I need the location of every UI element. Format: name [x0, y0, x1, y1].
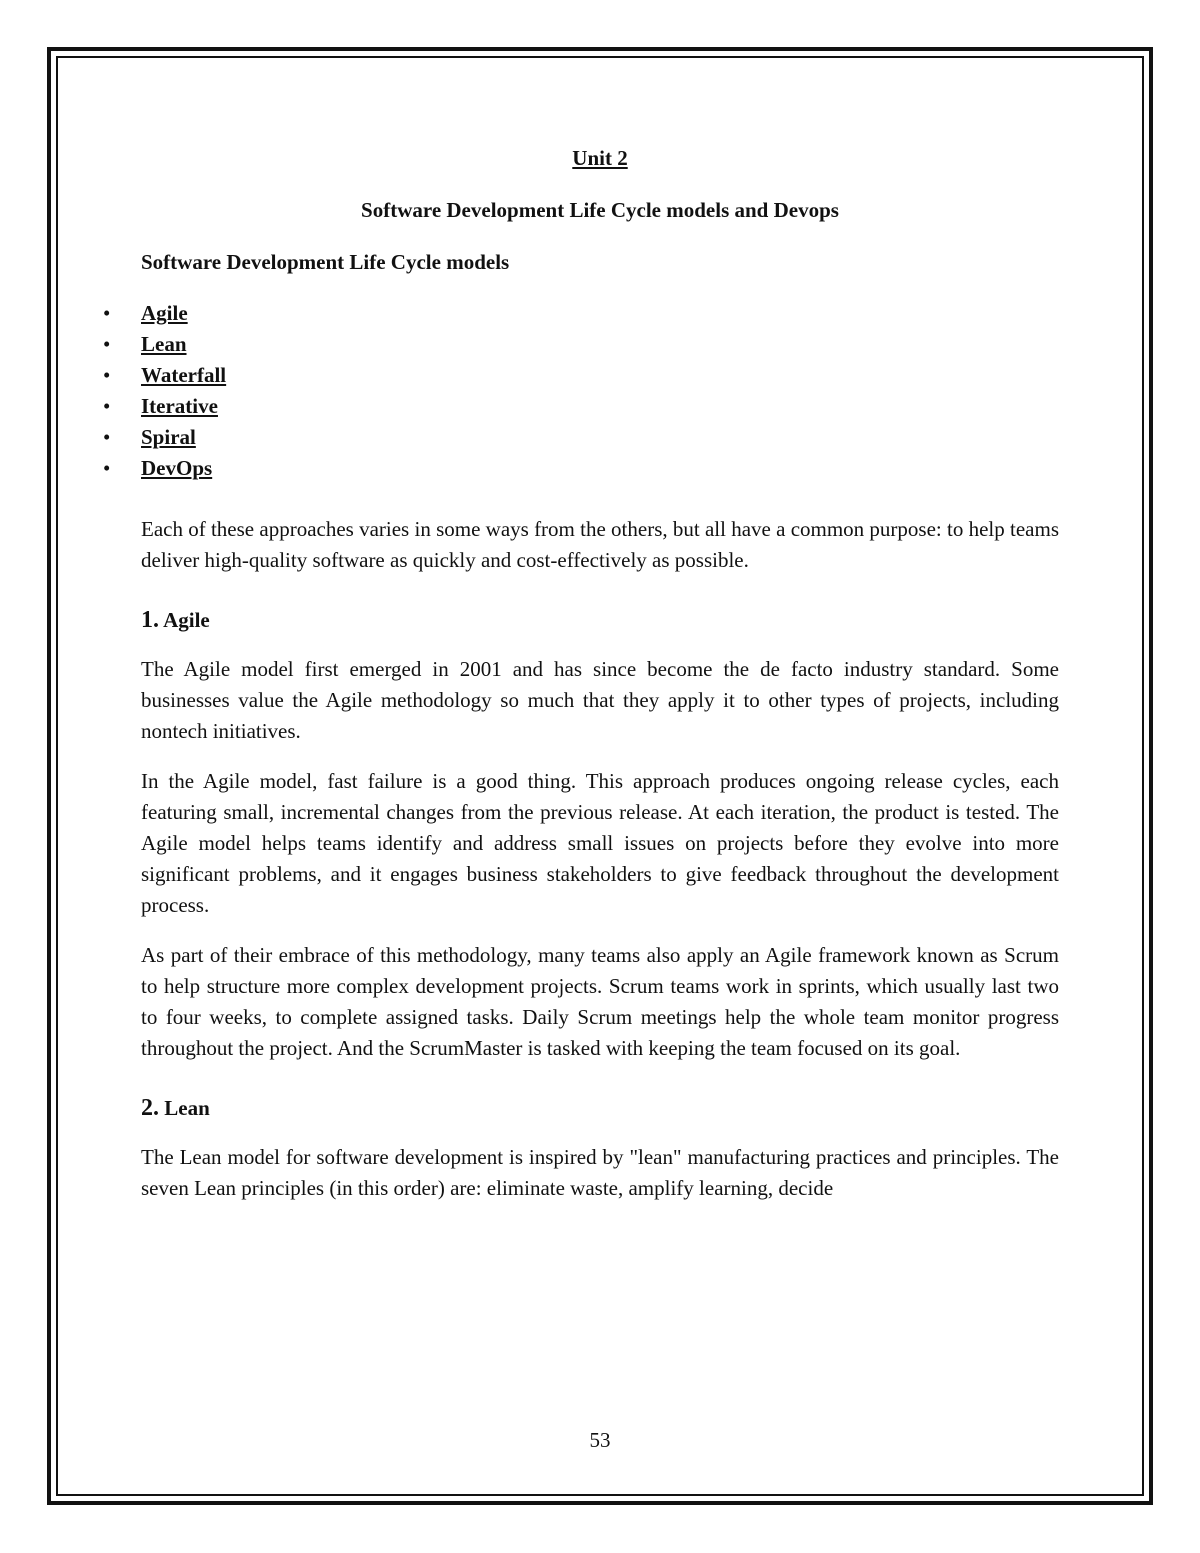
section-subtitle: Software Development Life Cycle models: [141, 250, 510, 274]
page-number: 53: [589, 1428, 611, 1452]
list-item-iterative[interactable]: [103, 391, 1059, 422]
agile-paragraph-1: The Agile model first emerged in 2001 and has since become the de facto industry standard. Some businesses value the Agile methodology so much that they apply it to other types of projects, including nontech initiatives.: [141, 657, 1059, 743]
section-heading-agile: [141, 602, 1059, 638]
list-item-waterfall[interactable]: [103, 360, 1059, 391]
list-item-agile[interactable]: [103, 298, 1059, 329]
document-body: [103, 140, 1059, 1204]
list-item-label: Iterative: [141, 394, 218, 418]
section-number: 2.: [141, 1095, 159, 1121]
section-heading-lean: [141, 1090, 1059, 1126]
page-title: Software Development Life Cycle models and Devops: [361, 198, 839, 222]
unit-title: Unit 2: [572, 146, 628, 170]
section-number: 1.: [141, 607, 159, 633]
list-item-devops[interactable]: [103, 453, 1059, 484]
section-title: Lean: [164, 1096, 210, 1120]
agile-paragraph-3: As part of their embrace of this methodology, many teams also apply an Agile framework known as Scrum to help structure more complex development projects. Scrum teams work in sprints, which usually last two to four weeks, to complete assigned tasks. Daily Scrum meetings help the whole team monitor progress throughout the project. And the ScrumMaster is tasked with keeping the team focused on its goal.: [141, 943, 1059, 1060]
list-item-lean[interactable]: [103, 329, 1059, 360]
agile-paragraph-2: In the Agile model, fast failure is a good thing. This approach produces ongoing release cycles, each featuring small, incremental changes from the previous release. At each iteration, the product is tested. The Agile model helps teams identify and address small issues on projects before they evolve into more significant problems, and it engages business stakeholders to give feedback throughout the development process.: [141, 769, 1059, 917]
list-item-label: Spiral: [141, 425, 196, 449]
models-list: [103, 298, 1059, 484]
list-item-label: Lean: [141, 332, 187, 356]
intro-paragraph: Each of these approaches varies in some ways from the others, but all have a common purpose: to help teams deliver high-quality software as quickly and cost-effectively as possible.: [141, 517, 1059, 572]
section-title: Agile: [163, 608, 210, 632]
bullet-icon: •: [103, 394, 111, 418]
bullet-icon: •: [103, 332, 111, 356]
bullet-icon: •: [103, 456, 111, 480]
list-item-label: Waterfall: [141, 363, 227, 387]
bullet-icon: •: [103, 301, 111, 325]
bullet-icon: •: [103, 363, 111, 387]
bullet-icon: •: [103, 425, 111, 449]
lean-paragraph-1: The Lean model for software development is inspired by "lean" manufacturing practices and principles. The seven Lean principles (in this order) are: eliminate waste, amplify learning, decide: [141, 1145, 1059, 1200]
list-item-spiral[interactable]: [103, 422, 1059, 453]
list-item-label: Agile: [141, 301, 188, 325]
list-item-label: DevOps: [141, 456, 213, 480]
